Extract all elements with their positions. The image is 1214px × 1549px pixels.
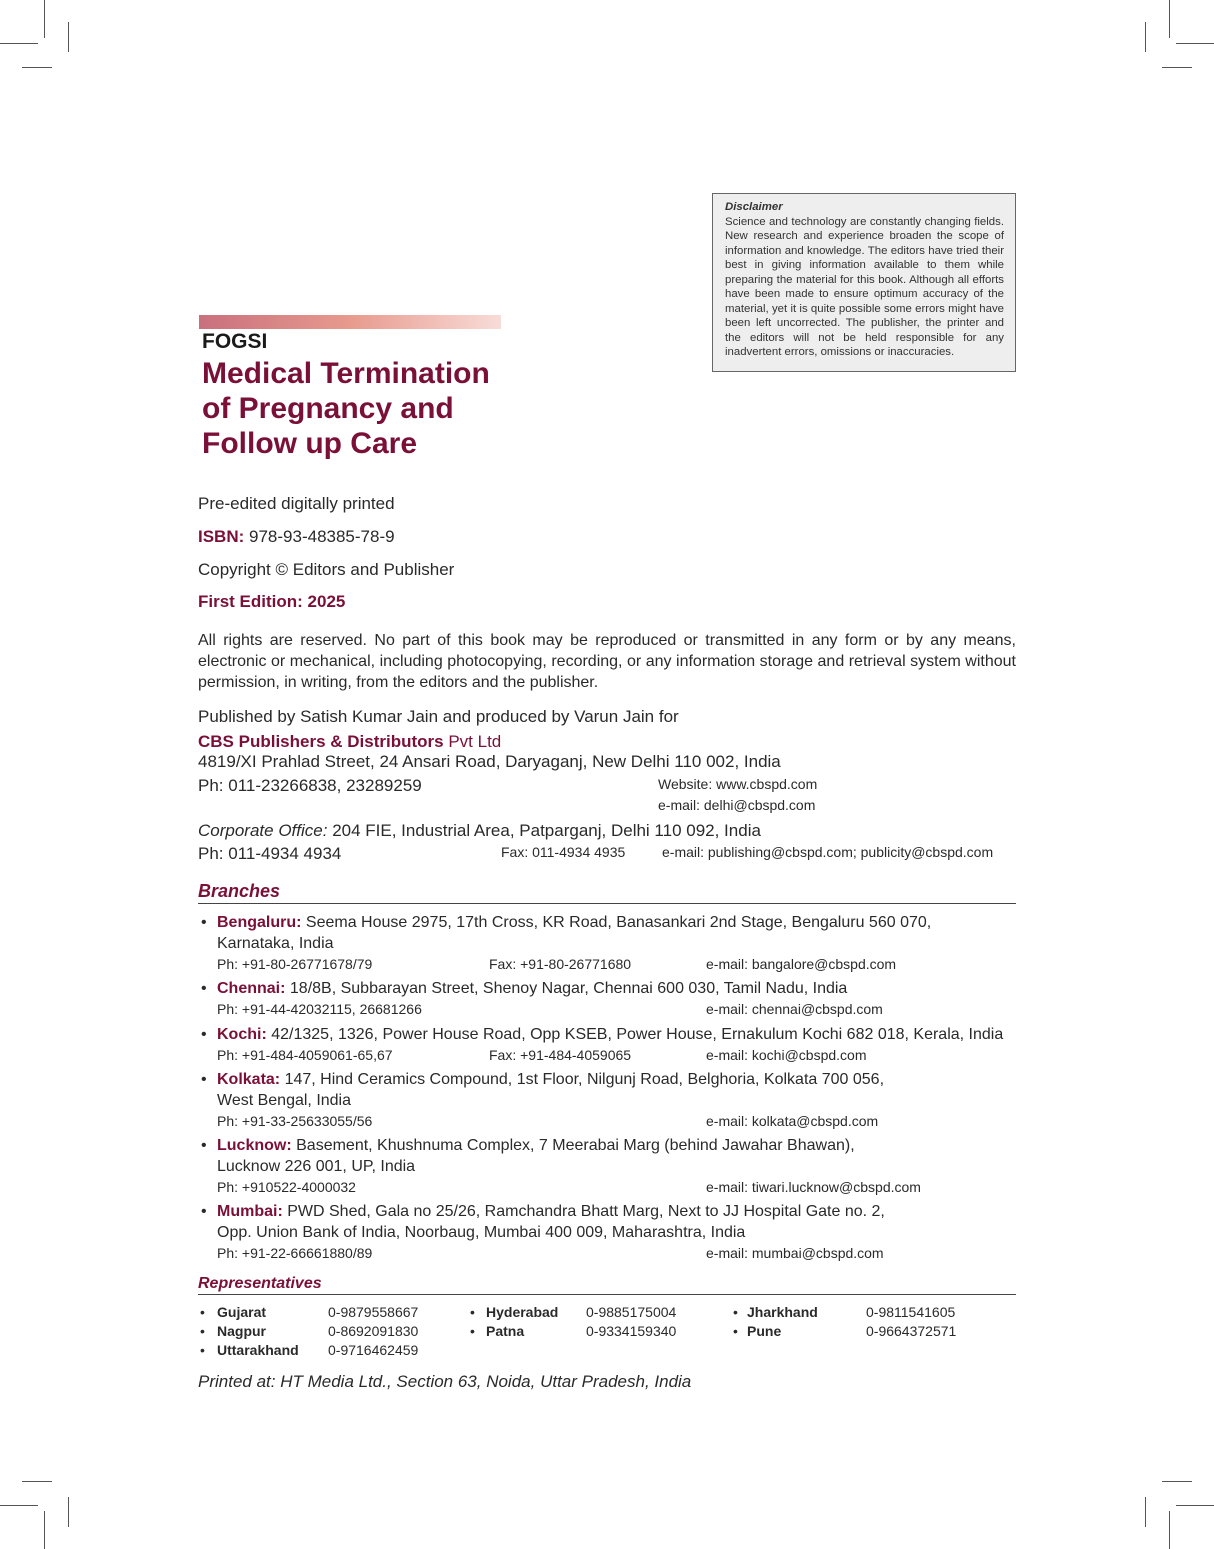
crop-mark [1145, 22, 1146, 52]
branch-address-line: Seema House 2975, 17th Cross, KR Road, Banasankari 2nd Stage, Bengaluru 560 070, [305, 914, 932, 931]
crop-mark [0, 43, 38, 44]
crop-mark [44, 1511, 45, 1549]
bullet-icon: • [200, 1342, 205, 1358]
branch-city: Bengaluru: [217, 914, 302, 931]
rep-name: Jharkhand [747, 1304, 818, 1320]
crop-mark [1162, 67, 1192, 68]
branch-item [201, 912, 1017, 975]
rep-phone: 0-9664372571 [866, 1323, 957, 1339]
corporate-office [198, 821, 761, 841]
rep-phone: 0-8692091830 [328, 1323, 419, 1339]
branch-address-line: 42/1325, 1326, Power House Road, Opp KSEB, Power House, Ernakulum Kochi 682 018, Kerala, India [271, 1026, 1004, 1043]
rep-phone: 0-9716462459 [328, 1342, 419, 1358]
bullet-icon: • [200, 1323, 205, 1339]
branch-phone: Ph: +91-44-42032115, 26681266 [217, 1001, 422, 1017]
isbn-label: ISBN: [198, 527, 245, 546]
bullet-icon: • [733, 1304, 738, 1320]
branch-address-line: Basement, Khushnuma Complex, 7 Meerabai Marg (behind Jawahar Bhawan), [296, 1137, 855, 1154]
branch-contacts [217, 1045, 1017, 1066]
bullet-icon: • [201, 1071, 207, 1088]
branch-address-line2: Karnataka, India [217, 935, 334, 952]
published-by: Published by Satish Kumar Jain and produced by Varun Jain for [198, 707, 679, 726]
crop-mark [22, 67, 52, 68]
branch-contacts [217, 1243, 1017, 1264]
branch-address-line: 18/8B, Subbarayan Street, Shenoy Nagar, Chennai 600 030, Tamil Nadu, India [289, 980, 848, 997]
branch-city: Mumbai: [217, 1203, 283, 1220]
disclaimer-box [712, 193, 1016, 372]
branch-phone: Ph: +91-33-25633055/56 [217, 1113, 373, 1129]
bullet-icon: • [201, 914, 207, 931]
publisher-name [198, 732, 501, 752]
branch-contacts [217, 1111, 1017, 1132]
bullet-icon: • [201, 1137, 207, 1154]
branch-item [201, 978, 1017, 1020]
publisher-name-rest: Pvt Ltd [448, 732, 502, 751]
crop-mark [1169, 0, 1170, 38]
disclaimer-heading: Disclaimer [725, 201, 783, 213]
branch-fax: Fax: +91-484-4059065 [489, 1047, 632, 1063]
title-accent-bar [199, 315, 501, 329]
branch-email[interactable]: e-mail: kolkata@cbspd.com [706, 1113, 879, 1129]
branch-address [217, 1201, 1017, 1222]
bullet-icon: • [201, 1026, 207, 1043]
corporate-phone: Ph: 011-4934 4934 [198, 844, 342, 863]
branch-email[interactable]: e-mail: bangalore@cbspd.com [706, 956, 897, 972]
branch-address-line2: West Bengal, India [217, 1092, 352, 1109]
branches-heading: Branches [198, 881, 1016, 904]
rep-name: Uttarakhand [217, 1342, 299, 1358]
branch-phone: Ph: +910522-4000032 [217, 1179, 356, 1195]
bullet-icon: • [470, 1323, 475, 1339]
branch-email[interactable]: e-mail: kochi@cbspd.com [706, 1047, 867, 1063]
branch-address-line: PWD Shed, Gala no 25/26, Ramchandra Bhatt Marg, Next to JJ Hospital Gate no. 2, [287, 1203, 885, 1220]
crop-mark [44, 0, 45, 38]
rep-phone: 0-9334159340 [586, 1323, 677, 1339]
branch-contacts [217, 954, 1017, 975]
crop-mark [1176, 1505, 1214, 1506]
rep-phone: 0-9885175004 [586, 1304, 677, 1320]
bullet-icon: • [733, 1323, 738, 1339]
branch-contacts [217, 999, 1017, 1020]
branch-phone: Ph: +91-484-4059061-65,67 [217, 1047, 393, 1063]
branch-item [201, 1135, 1017, 1198]
publisher-address: 4819/XI Prahlad Street, 24 Ansari Road, Daryaganj, New Delhi 110 002, India [198, 752, 781, 771]
publisher-website[interactable]: Website: www.cbspd.com [658, 776, 818, 792]
rep-name: Hyderabad [486, 1304, 559, 1320]
publisher-phone: Ph: 011-23266838, 23289259 [198, 776, 422, 795]
corporate-label: Corporate Office: [198, 821, 328, 840]
branch-address [217, 1024, 1017, 1045]
publisher-email[interactable]: e-mail: delhi@cbspd.com [658, 797, 816, 813]
bullet-icon: • [201, 1203, 207, 1220]
representatives-heading: Representatives [198, 1275, 1016, 1295]
branch-address [217, 978, 1017, 999]
branch-fax: Fax: +91-80-26771680 [489, 956, 632, 972]
branch-address [217, 912, 1017, 933]
bullet-icon: • [470, 1304, 475, 1320]
crop-mark [0, 1505, 38, 1506]
book-title: Medical Termination of Pregnancy and Follow up Care [202, 357, 490, 460]
bullet-icon: • [200, 1304, 205, 1320]
branch-phone: Ph: +91-80-26771678/79 [217, 956, 373, 972]
branch-email[interactable]: e-mail: tiwari.lucknow@cbspd.com [706, 1179, 921, 1195]
branch-address [217, 1135, 1017, 1156]
crop-mark [68, 1497, 69, 1527]
branch-address-line: 147, Hind Ceramics Compound, 1st Floor, Nilgunj Road, Belghoria, Kolkata 700 056, [284, 1071, 885, 1088]
rep-name: Pune [747, 1323, 782, 1339]
corporate-email[interactable]: e-mail: publishing@cbspd.com; publicity@cbspd.com [662, 844, 994, 860]
branch-phone: Ph: +91-22-66661880/89 [217, 1245, 373, 1261]
edition: First Edition: 2025 [198, 592, 346, 611]
branch-item [201, 1069, 1017, 1132]
rights-statement: All rights are reserved. No part of this book may be reproduced or transmitted in any form or by any means, electronic or mechanical, including photocopying, recording, or any information storage and retrieval system without permission, in writing, from the editors and the publisher. [198, 632, 1016, 691]
isbn-value: 978-93-48385-78-9 [249, 527, 395, 546]
branch-email[interactable]: e-mail: chennai@cbspd.com [706, 1001, 883, 1017]
rep-name: Nagpur [217, 1323, 266, 1339]
publisher-name-bold: CBS Publishers & Distributors [198, 732, 444, 751]
branch-email[interactable]: e-mail: mumbai@cbspd.com [706, 1245, 884, 1261]
disclaimer-text: Science and technology are constantly changing fields. New research and experience broaden the scope of information and knowledge. The editors have tried their best in giving information available to them while preparing the material for this book. Although all efforts have been made to ensure optimum accuracy of the material, yet it is quite possible some errors might have been left uncorrected. The publisher, the printer and the editors will not be held responsible for any inadvertent errors, omissions or inaccuracies. [725, 215, 1004, 358]
copyright: Copyright © Editors and Publisher [198, 560, 455, 579]
crop-mark [1176, 43, 1214, 44]
bullet-icon: • [201, 980, 207, 997]
branch-contacts [217, 1177, 1017, 1198]
branch-city: Chennai: [217, 980, 286, 997]
branch-address [217, 1069, 1017, 1090]
branch-item [201, 1201, 1017, 1264]
rep-name: Gujarat [217, 1304, 267, 1320]
rep-phone: 0-9879558667 [328, 1304, 419, 1320]
branch-address-line2: Lucknow 226 001, UP, India [217, 1158, 416, 1175]
corporate-address: 204 FIE, Industrial Area, Patparganj, Delhi 110 092, India [332, 821, 761, 840]
crop-mark [1145, 1497, 1146, 1527]
printed-at: Printed at: HT Media Ltd., Section 63, Noida, Uttar Pradesh, India [198, 1372, 692, 1391]
branch-address-line2: Opp. Union Bank of India, Noorbaug, Mumbai 400 009, Maharashtra, India [217, 1224, 746, 1241]
branch-city: Lucknow: [217, 1137, 292, 1154]
isbn-line [198, 527, 395, 547]
crop-mark [1162, 1481, 1192, 1482]
corporate-fax: Fax: 011-4934 4935 [501, 844, 626, 860]
series-name: FOGSI [202, 330, 268, 353]
crop-mark [68, 22, 69, 52]
branch-city: Kochi: [217, 1026, 267, 1043]
branch-city: Kolkata: [217, 1071, 281, 1088]
rep-name: Patna [486, 1323, 525, 1339]
crop-mark [1169, 1511, 1170, 1549]
branch-item [201, 1024, 1017, 1066]
print-note: Pre-edited digitally printed [198, 494, 395, 513]
rep-phone: 0-9811541605 [866, 1304, 956, 1320]
crop-mark [22, 1481, 52, 1482]
